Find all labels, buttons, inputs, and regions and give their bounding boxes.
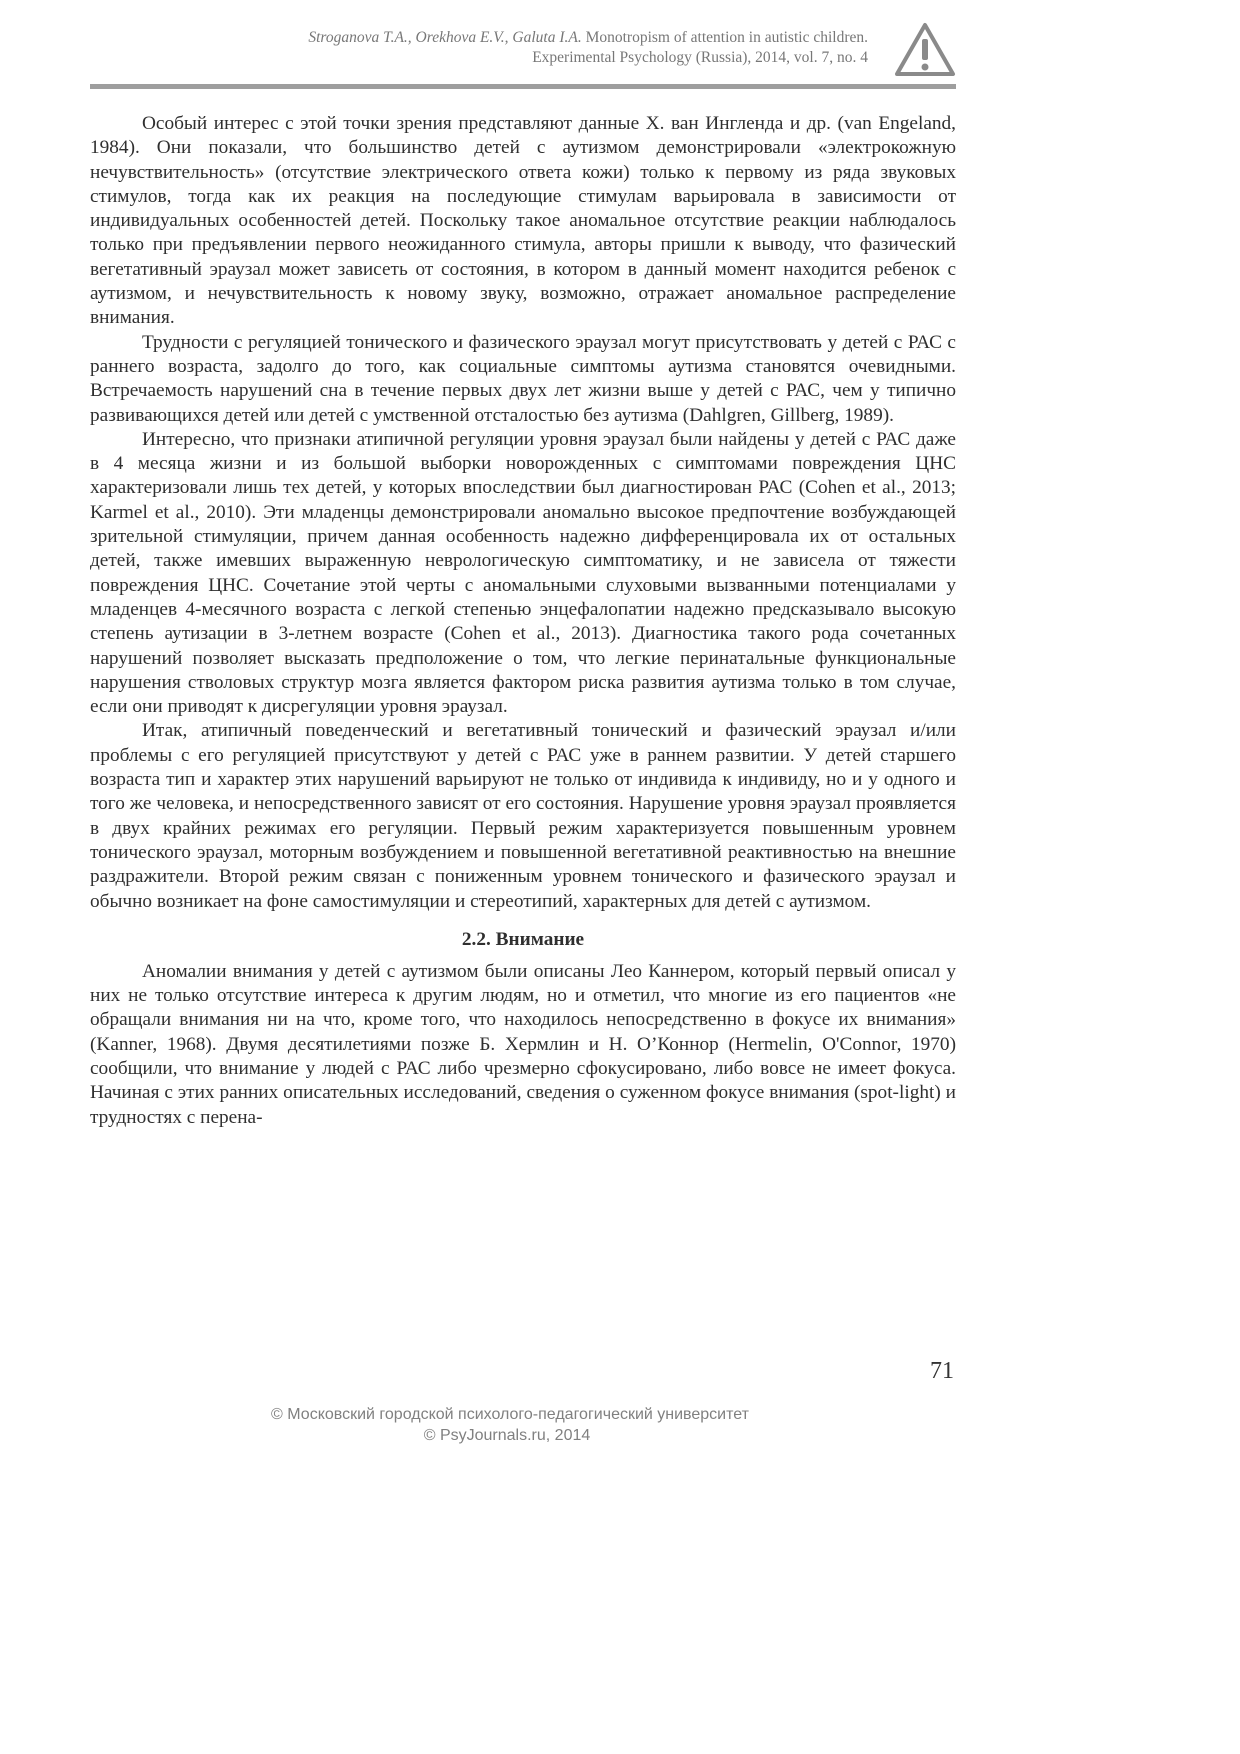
running-header	[90, 22, 956, 80]
section-heading: 2.2. Внимание	[461, 928, 585, 950]
paragraph: Аномалии внимания у детей с аутизмом были описаны Лео Каннером, который первый описал у них не только отсутствие интереса к другим людям, но и отметил, что многие из его пациентов «не обращали внимания ни на что, кроме того, что находилось непосредственно в фокусе их внимания» (Kanner, 1968). Двумя десятилетиями позже Б. Хермлин и Н. О’Коннор (Hermelin, O'Connor, 1970) сообщили, что внимание у людей с РАС либо чрезмерно сфокусировано, либо вовсе не имеет фокуса. Начиная с этих ранних описательных исследований, сведения о суженном фокусе внимания (spot-light) и трудностях с перена-	[90, 960, 956, 1128]
paragraph: Особый интерес с этой точки зрения представляют данные X. ван Ингленда и др. (van Engeland, 1984). Они показали, что большинство детей с аутизмом демонстрировали «электрокожную нечувствительность» (отсутствие электрического ответа кожи) только к первому из ряда звуковых стимулов, тогда как их реакция на последующие стимулам варьировала в зависимости от индивидуальных особенностей детей. Поскольку такое аномальное отсутствие реакции наблюдалось только при предъявлении первого неожиданного стимула, авторы пришли к выводу, что фазический вегетативный эраузал может зависеть от состояния, в котором в данный момент находится ребенок с аутизмом, и нечувствительность к новому звуку, возможно, отражает аномальное распределение внимания.	[90, 113, 956, 329]
footer-line-1: © Московский городской психолого-педагогический университет	[271, 1406, 749, 1423]
header-journal: Experimental Psychology (Russia), 2014, vol. 7, no. 4	[532, 49, 868, 66]
article-body	[90, 112, 956, 1130]
warning-triangle-icon	[894, 22, 956, 78]
header-title: Monotropism of attention in autistic children.	[585, 29, 868, 46]
header-authors: Stroganova T.A., Orekhova E.V., Galuta I.A.	[308, 29, 582, 46]
footer-line-2: © PsyJournals.ru, 2014	[423, 1427, 591, 1444]
paragraph: Интересно, что признаки атипичной регуляции уровня эраузал были найдены у детей с РАС даже в 4 месяца жизни и из большой выборки новорожденных с симптомами повреждения ЦНС характеризовали лишь тех детей, у которых впоследствии был диагностирован РАС (Cohen et al., 2013; Karmel et al., 2010). Эти младенцы демонстрировали аномально высокое предпочтение возбуждающей зрительной стимуляции, причем данная особенность надежно дифференцировала их от остальных детей, также имевших выраженную неврологическую симптоматику, и не зависела от тяжести повреждения ЦНС. Сочетание этой черты с аномальными слуховыми вызванными потенциалами у младенцев 4-месячного возраста с легкой степенью энцефалопатии надежно предсказывало высокую степень аутизации в 3-летнем возрасте (Cohen et al., 2013). Диагностика такого рода сочетанных нарушений позволяет высказать предположение о том, что легкие перинатальные функциональные нарушения стволовых структур мозга является фактором риска развития аутизма только в том случае, если они приводят к дисрегуляции уровня эраузал.	[90, 428, 956, 718]
header-rule	[90, 84, 956, 89]
header-citation	[308, 28, 868, 68]
paragraph: Трудности с регуляцией тонического и фазического эраузал могут присутствовать у детей с РАС с раннего возраста, задолго до того, как социальные симптомы аутизма становятся очевидными. Встречаемость нарушений сна в течение первых двух лет жизни выше у детей с РАС, чем у типично развивающихся детей или детей с умственной отсталостью без аутизма (Dahlgren, Gillberg, 1989).	[90, 331, 956, 426]
paragraph: Итак, атипичный поведенческий и вегетативный тонический и фазический эраузал и/или проблемы с его регуляцией присутствуют у детей с РАС уже в раннем развитии. У детей старшего возраста тип и характер этих нарушений варьируют не только от индивида к индивиду, но и у одного и того же человека, и непосредственного зависят от его состояния. Нарушение уровня эраузал проявляется в двух крайних режимах его регуляции. Первый режим характеризуется повышенным уровнем тонического эраузал, моторным возбуждением и повышенной вегетативной реактивностью на внешние раздражители. Второй режим связан с пониженным уровнем тонического и фазического эраузал и обычно возникает на фоне самостимуляции и стереотипий, характерных для детей с аутизмом.	[90, 720, 956, 912]
copyright-footer	[0, 1404, 1240, 1446]
header-line-1	[308, 28, 868, 48]
page-number: 71	[930, 1358, 954, 1384]
